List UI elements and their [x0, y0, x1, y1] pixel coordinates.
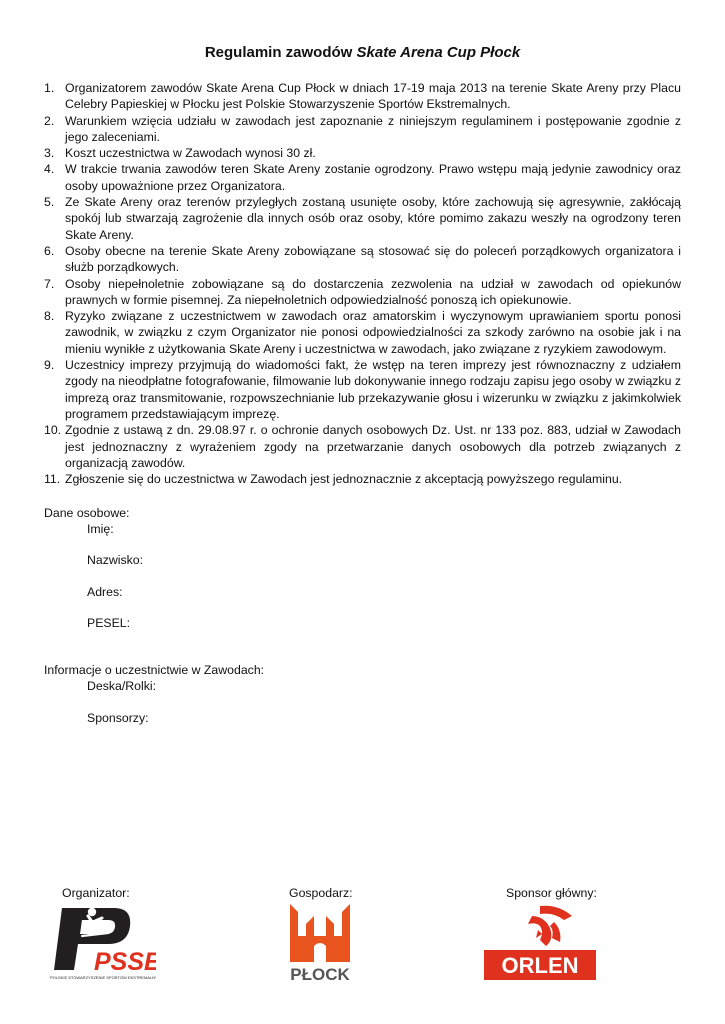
rule-number: 4. — [44, 162, 55, 177]
psse-logo-graphic — [48, 900, 156, 982]
rule-text: Osoby obecne na terenie Skate Areny zobowiązane są stosować się do poleceń porządkowych organizatora i służb porządkowych. — [65, 243, 681, 275]
rule-text: Uczestnicy imprezy przyjmują do wiadomości fakt, że wstęp na teren imprezy jest równoznaczny z udziałem zgody na nieodpłatne fotografowanie, filmowanie lub dokonywanie innego rodzaju zapisu jego osoby w związku z imprezą oraz transmitowanie, rozpowszechnianie lub przekazywanie głosu i wizerunku w związku z jakimkolwiek programem przedstawiającym imprezę. — [65, 358, 681, 421]
rule-text: Zgodnie z ustawą z dn. 29.08.97 r. o ochronie danych osobowych Dz. Ust. nr 133 poz. 883, udział w Zawodach jest jednoznaczny z wyrażeniem zgody na przetwarzanie danych osobowych dla potrzeb związanych z organizacją zawodów. — [65, 423, 681, 470]
host-caption: Gospodarz: — [289, 886, 353, 900]
plock-logo-graphic — [284, 900, 356, 986]
castle-gate-icon — [314, 943, 326, 962]
orlen-logo — [482, 900, 598, 984]
field-label-board: Deska/Rolki: — [87, 679, 157, 693]
rule-text: Zgłoszenie się do uczestnictwa w Zawodach jest jednoznacznie z akceptacją powyższego regulaminu. — [65, 472, 623, 487]
field-label-sponsors: Sponsorzy: — [87, 711, 149, 725]
rule-number: 3. — [44, 146, 55, 161]
personal-data-heading: Dane osobowe: — [44, 506, 130, 520]
plock-logo — [284, 900, 356, 986]
rule-number: 1. — [44, 81, 55, 95]
eagle-beak-icon — [536, 930, 542, 938]
rule-item — [44, 422, 681, 471]
rule-item — [44, 243, 681, 276]
rule-number: 10. — [44, 423, 62, 438]
rule-text: Ze Skate Areny oraz terenów przyległych zostaną usunięte osoby, które zachowują się agresywnie, zakłócają spokój lub stwarzają zagrożenie dla innych osób oraz osoby, które pomimo zakazu weszły na ogrodzony teren Skate Areny. — [65, 195, 681, 242]
rule-number: 9. — [44, 358, 55, 373]
field-label-surname: Nazwisko: — [87, 553, 144, 567]
rule-item — [44, 276, 681, 309]
psse-subtitle: POLSKIE STOWARZYSZENIE SPORTÓW EKSTREMALNYCH — [50, 975, 156, 980]
rule-item — [44, 113, 681, 146]
rule-item — [44, 161, 681, 194]
eagle-wing-icon — [540, 906, 572, 920]
rule-number: 11. — [44, 472, 61, 487]
psse-text: PSSE — [94, 948, 156, 976]
rule-number: 8. — [44, 309, 55, 324]
title-plain: Regulamin zawodów — [204, 44, 357, 61]
field-label-name: Imię: — [87, 522, 114, 536]
page-title — [0, 44, 725, 61]
rule-item — [44, 471, 681, 487]
eagle-neck-icon — [550, 922, 560, 942]
field-label-address: Adres: — [87, 585, 123, 599]
eagle-head-icon — [528, 916, 551, 946]
rule-number: 2. — [44, 113, 55, 128]
title-italic: Skate Arena Cup Płock — [356, 44, 521, 61]
rule-item — [44, 80, 681, 113]
field-label-pesel: PESEL: — [87, 616, 131, 630]
rule-text: Osoby niepełnoletnie zobowiązane są do dostarczenia zezwolenia na udział w zawodach od opiekunów prawnych w formie pisemnej. Za niepełnoletnich odpowiedzialność ponoszą ich opiekunowie. — [65, 276, 681, 307]
rule-item — [44, 145, 681, 161]
organizer-caption: Organizator: — [62, 886, 130, 900]
rule-item — [44, 357, 681, 422]
rule-number: 7. — [44, 276, 55, 291]
orlen-text: ORLEN — [501, 953, 579, 978]
rule-number: 6. — [44, 243, 55, 258]
rule-text: Warunkiem wzięcia udziału w zawodach jest zapoznanie z niniejszym regulaminem i postępowanie zgodnie z jego zaleceniami. — [65, 113, 681, 144]
orlen-logo-graphic — [482, 900, 598, 984]
rule-item — [44, 308, 681, 357]
rule-item — [44, 194, 681, 243]
sponsor-caption: Sponsor główny: — [506, 886, 597, 900]
rule-text: Ryzyko związane z uczestnictwem w zawodach oraz amatorskim i wyczynowym uprawianiem sportu ponosi zawodnik, w związku z czym Organizator nie ponosi odpowiedzialności za szkody zarówno na osobie jak i na mieniu wynikłe z użytkowania Skate Areny i uczestnictwa w zawodach, jako związane z ryzykiem zawodowym. — [65, 309, 681, 356]
participation-heading: Informacje o uczestnictwie w Zawodach: — [44, 663, 265, 677]
plock-text: PŁOCK — [290, 965, 350, 984]
psse-logo — [48, 900, 156, 982]
rule-text: W trakcie trwania zawodów teren Skate Areny zostanie ogrodzony. Prawo wstępu mają jedynie zawodnicy oraz osoby upoważnione przez Organizatora. — [65, 162, 681, 193]
rule-number: 5. — [44, 195, 55, 210]
rule-text: Koszt uczestnictwa w Zawodach wynosi 30 zł. — [65, 146, 316, 161]
rules-list — [44, 80, 681, 487]
rule-text: Organizatorem zawodów Skate Arena Cup Płock w dniach 17-19 maja 2013 na terenie Skate Areny przy Placu Celebry Papieskiej w Płocku jest Polskie Stowarzyszenie Sportów Ekstremalnych. — [65, 81, 681, 112]
